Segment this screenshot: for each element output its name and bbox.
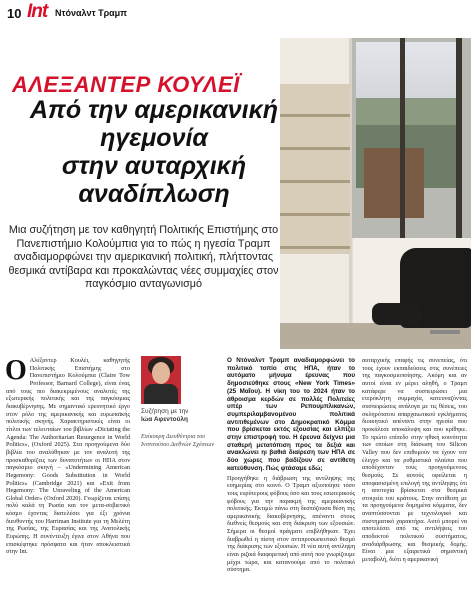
- title-line: αναδίπλωση: [78, 180, 230, 208]
- page-number: 10: [7, 6, 22, 21]
- article-column-4: [362, 357, 467, 564]
- photo-window-frame: [400, 38, 405, 238]
- question-highlight: Ο Ντόναλντ Τραμπ αναδιαμορφώνει το πολιτικό τοπίο στις ΗΠΑ, ήταν το αυτόματο μήνυμα έρευνας που δημοσιεύθηκε στους «New York Times» (25 Μαΐου). Η νίκη του το 2024 ήταν το άθροισμα κερδών σε πολλές Πολιτείες υπέρ των Ρεπουμπλικανών, συμπεριλαμβανομένου πολιτικά αντιτιθεμένων στο Δημοκρατικό Κόμμα που βρίσκεται εκτός εξουσίας και ελπίζει στην επιστροφή του. Η έρευνα δείχνει μια σταθερή μετατόπιση προς τα δεξιά και ανακλώνει ηι βαθιά διαίρεση των ΗΠΑ σε δύο χώρες που βαδίζουν σε αντίθετη κατεύθυνση. Πώς φτάσαμε εδώ;: [227, 357, 355, 472]
- article-title: [4, 96, 304, 208]
- interviewer-sidebar: [141, 356, 221, 448]
- article-column-1: [6, 357, 130, 556]
- column-text: Αλέξαντερ Κουλέι, καθηγητής Πολιτικής Επιστήμης στο Πανεπιστήμιο Κολούμπια (Claire Tow Professor, Barnard College), είναι ένας από τους πιο διακεκριμένους αναλυτές της εξωτερικής πολιτικής και της παγκόσμιας διακυβέρνησης. Με σημαντικό ερευνητικό έργο στον ρόλο της αμερικανικής και ευρωπαϊκής πολιτικής σκηνής. Χαρακτηριστικές είναι οι τίτλοι των τελευταίων του βιβλίων «Dictating the Agenda: The Authoritarian Resurgence in World Politics», (Oxford 2025). Στα προηγούμενα δύο βιβλία του αναλύθηκαν με τον αναλυτή της προσκαθορίζεις των δυνατοτήτων οι ΗΠΑ στον παγκόσμιο σκηνή – «Undermining American Hegemony: Goods Substitution in World Politics» (Cambridge 2021) και «Exit from Hegemony: The Unraveling of the American Global Order» (Oxford 2020). Γνωρίζεται επίσης πολύ καλά τη Ρωσία και τον μετα-σοβιετικό κόσμο έχοντας διατελέσει για έξι χρόνια διευθυντής του Harriman Institute για τη Μελέτη της Ρωσίας, της Ευρασίας και της Ανατολικής Ευρώπης. Η συνέντευξη έγινε στον Αθήνα που επισκέφτηκε πρόσφατα και ήταν αποκλειστικά στην Int.: [6, 357, 130, 556]
- title-line: στην αυταρχική: [61, 152, 247, 180]
- talk-label: Συζήτηση με την: [141, 408, 189, 415]
- photo-chair-base: [430, 330, 460, 334]
- section-label: Ντόναλντ Τραμπ: [55, 8, 128, 18]
- article-lead: Μια συζήτηση με τον καθηγητή Πολιτικής Επιστήμης στο Πανεπιστήμιο Κολούμπια για το πώς η ηγεσία Τραμπ αναδιαμορφώνει την αμερικανική πολιτική, πλήττοντας θεσμικά αντίβαρα και προκαλώντας νέες συμμαχίες στον παγκόσμιο ανταγωνισμό: [8, 224, 279, 291]
- interviewer-role: Επίκουρη Διευθύντρια του Ινστιτούτου Διεθνών Σχέσεων: [141, 433, 215, 448]
- photo-chair-ottoman: [372, 303, 422, 325]
- interviewer-name: Ιώα Αφεντούλη: [141, 415, 188, 423]
- column-text: αυταρχικής επαφής τις συνεπείας, ότι τους έχουν εκπαιδεύσεις στις συνέπειες της παγκοσμιοποίησης. Ακόμη και αν αυτοί είναι εν μέρει αληθή, ο Τραμπ κατάφερε να συσπειρώσει μια ετερόκλητη συμμαχία, κατευναζόντας συσπειρώσεις ανάλογα με τις θέσεις, του σκληρότατου απαρχαιωτικού εγκλήματος διοικητικό απέναντι στην ηγεσία που προκάλεσε αποκάλυψη και που κρίθηκε. Το πρώτο επίπεδο στην ηθική κοινότητα των οποίων στη διάσωση του Silicon Valley που δεν επιθυμούν να έχουν τον έλεγχο και τα ρυθμιστικά πλαίσια που αποδέχονταν τους προηγούμενους θεσμούς. Σε αυτούς οφείλεται η αποφασισμένη επιλογή της αντίληψης ότι η αποτυχία βρίσκεται στα θεσμικά στοιχεία του κράτους. Στην αντίθεση με τα προηγούμενα δομημένα κόμματα, δεν αναπτύσσονται με τεχνολογικό και συστηματικό χαρακτήρα. Αυτό μπορεί να αποτελέσει από τις αντιλήψεις του αποδεκτού πολιτικού συστήματος, αναδιάρθρωσης και θεσμικής δομής. Είναι μια εξαιρετικά σημαντική μεταβολή, διότι η αμερικανική: [362, 357, 467, 564]
- magazine-logo: Int: [27, 1, 48, 22]
- title-line: Από την αμερικανική: [30, 96, 278, 124]
- photo-window-frame: [456, 38, 462, 238]
- page-header: [0, 0, 471, 34]
- article-column-3: [227, 357, 355, 574]
- author-name: ΑΛΕΞΑΝΤΕΡ ΚΟΥΛΕΪ: [12, 72, 240, 97]
- photo-building-roof: [364, 148, 424, 218]
- office-photo: [280, 38, 471, 349]
- interviewer-photo: [141, 356, 181, 404]
- interviewer-credit: [141, 408, 221, 423]
- column-text: Προηγήθηκε η διάβρωση της αντίληψης της ευημερίας στο κοινό. Ο Τραμπ αξιοποίησε τόσο τους ευρύτερους φόβους όσο και τους εσωτερικούς φόβους για την παρακμή της αμερικανικής πολιτικής. Εκτιμώ πάνω στη δεσπόζουσα θέση της αμερικανικής διακυβέρνησης, απέναντι στους διεθνείς θεσμούς και στη διάκριση των εξουσιών. Σήμερα οι θεσμοί πράγματι επιβλήθηκαν. Έχει διαβρωθεί η πίστη στον αντιπροσωπευτικό θεσμό της διάκρισης των εξουσιών. Η νέα αυτή αντίληψη είναι ριζικά διαφορετική από αυτή που γνωρίζουμε μέχρι τώρα, και κατανοούμε από το πολιτικό σύστημα.: [227, 474, 355, 574]
- drop-cap: Ο: [5, 355, 27, 386]
- title-line: ηγεμονία: [100, 124, 208, 152]
